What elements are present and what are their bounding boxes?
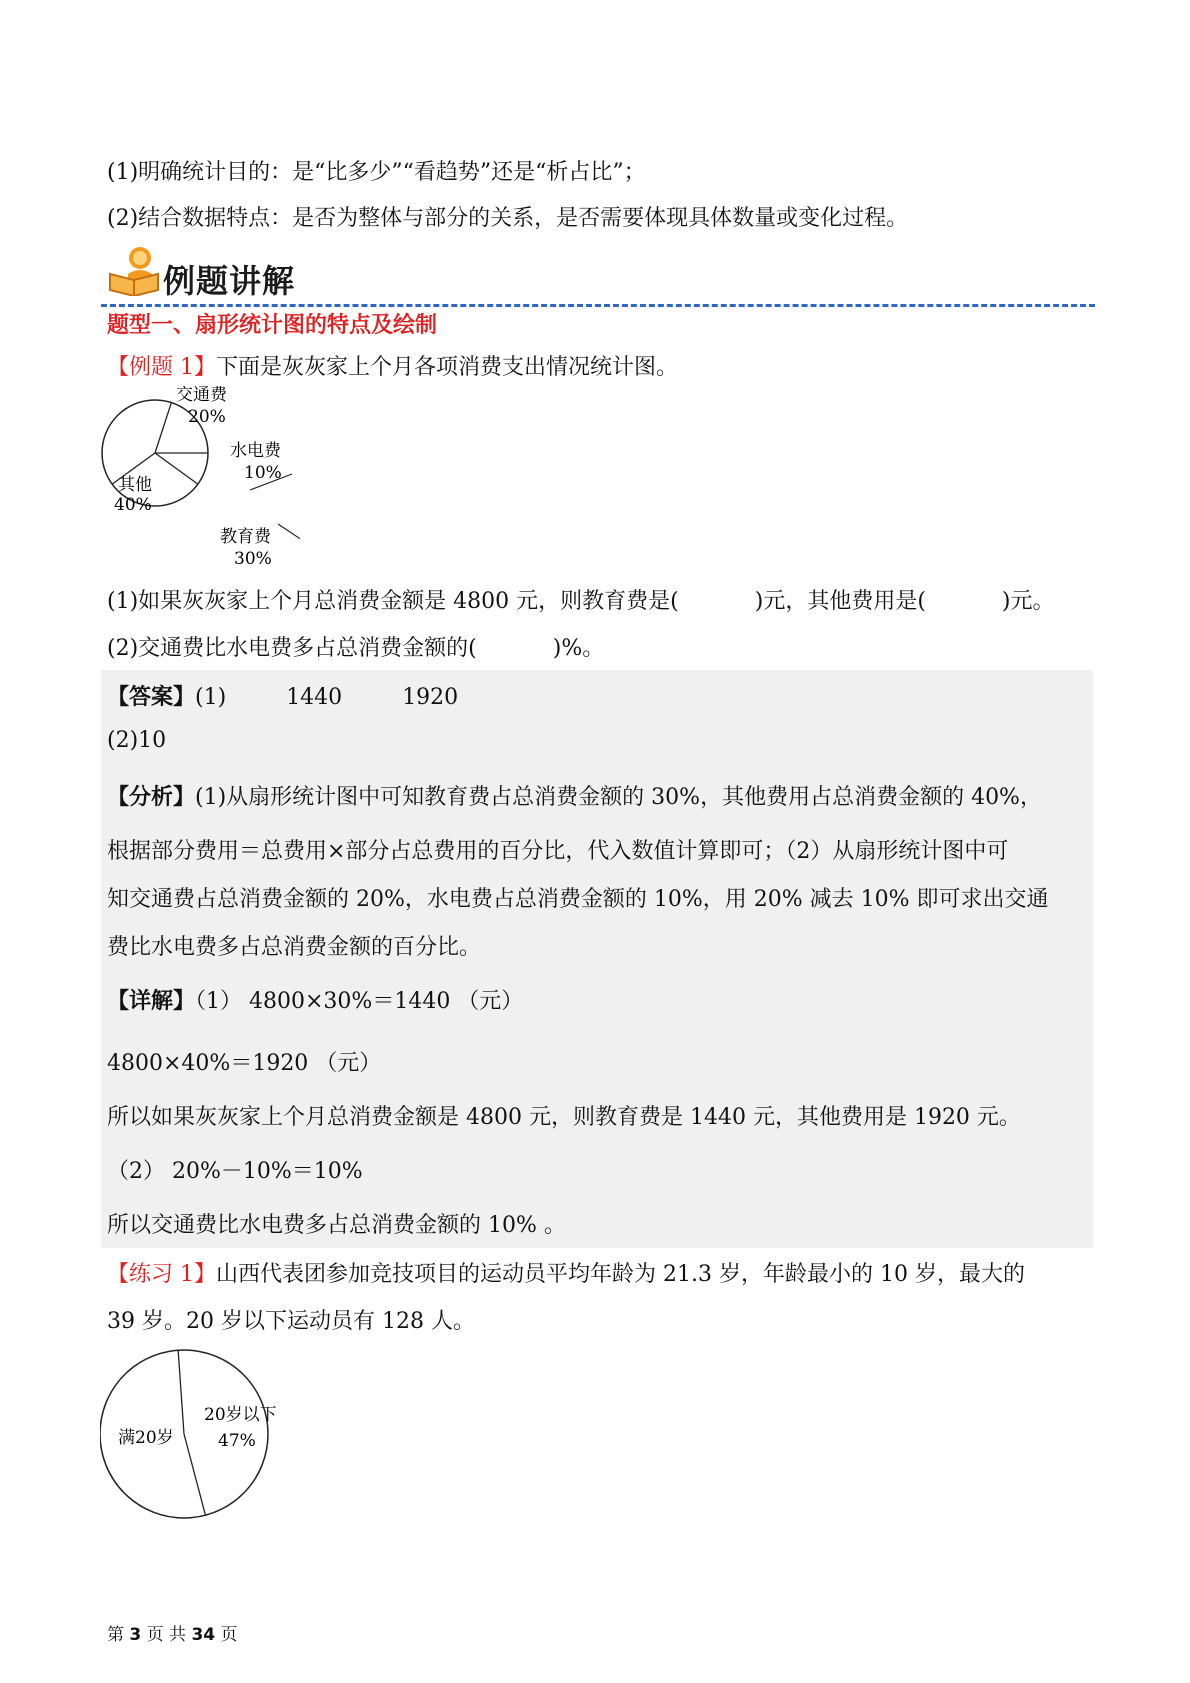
pie-1-slice-boundary-0 xyxy=(155,403,171,453)
pie-chart-expenses xyxy=(100,386,300,576)
pie-2-slice-boundary-1 xyxy=(184,1434,205,1515)
answer-1-value-2: 1920 xyxy=(402,685,459,710)
example-1-q1 xyxy=(107,584,1055,615)
detail-line-1 xyxy=(107,984,523,1015)
practice-1-line-2: 39 岁。20 岁以下运动员有 128 人。 xyxy=(107,1309,475,1334)
answer-line-2: (2)10 xyxy=(107,728,167,753)
practice-1-text-1: 山西代表团参加竞技项目的运动员平均年龄为 21.3 岁，年龄最小的 10 岁，最大的 xyxy=(216,1262,1025,1287)
answer-1-value-1: 1440 xyxy=(286,685,343,710)
pie-2-label-over-20: 满20岁 xyxy=(118,1428,174,1448)
footer-text-2: 页 共 xyxy=(146,1625,187,1645)
pie-2-label-under-20: 20岁以下 xyxy=(204,1405,277,1425)
q1-text-b: )元，其他费用是( xyxy=(754,589,926,614)
pie-2-slice-boundary-0 xyxy=(178,1350,184,1434)
analysis-line-1 xyxy=(107,780,1042,811)
example-1-tag: 【例题 1】 xyxy=(107,355,216,380)
pie-1-label-transport: 交通费 xyxy=(176,386,227,405)
detail-line-2: 4800×40%＝1920 （元） xyxy=(107,1051,382,1076)
detail-label: 【详解】 xyxy=(107,988,196,1014)
detail-line-3: 所以如果灰灰家上个月总消费金额是 4800 元，则教育费是 1440 元，其他费用是 1920 元。 xyxy=(107,1105,1021,1130)
intro-line-2: (2)结合数据特点：是否为整体与部分的关系，是否需要体现具体数量或变化过程。 xyxy=(107,206,909,231)
detail-line-5: 所以交通费比水电费多占总消费金额的 10% 。 xyxy=(107,1213,566,1238)
pie-1-leader-edu xyxy=(278,524,300,544)
pie-chart-athletes xyxy=(100,1340,300,1530)
pie-1-slice-boundary-2 xyxy=(155,453,198,484)
answer-1-prefix: (1) xyxy=(195,685,227,710)
pie-1-label-water: 水电费 xyxy=(230,441,281,461)
analysis-line-2: 根据部分费用＝总费用×部分占总费用的百分比，代入数值计算即可；（2）从扇形统计图中可 xyxy=(107,839,1009,864)
q2-text-b: )%。 xyxy=(552,636,605,661)
pie-1-value-transport: 20% xyxy=(188,407,226,427)
example-1-question xyxy=(107,350,678,381)
analysis-line-4: 费比水电费多占总消费金额的百分比。 xyxy=(107,935,482,960)
pie-1-value-edu: 30% xyxy=(234,549,272,569)
example-1-text: 下面是灰灰家上个月各项消费支出情况统计图。 xyxy=(216,355,679,380)
pie-1-value-water: 10% xyxy=(244,463,282,483)
practice-1-line-1 xyxy=(107,1257,1025,1288)
question-type-title: 题型一、扇形统计图的特点及绘制 xyxy=(107,313,438,338)
q2-text-a: (2)交通费比水电费多占总消费金额的( xyxy=(107,636,477,661)
q1-text-a: (1)如果灰灰家上个月总消费金额是 4800 元，则教育费是( xyxy=(107,589,679,614)
analysis-line-3: 知交通费占总消费金额的 20%，水电费占总消费金额的 10%，用 20% 减去 10% 即可求出交通 xyxy=(107,887,1049,912)
footer-text-3: 页 xyxy=(220,1625,238,1645)
pie-1-label-edu: 教育费 xyxy=(220,527,271,547)
answer-label: 【答案】 xyxy=(107,684,196,710)
detail-line-4: （2） 20%－10%＝10% xyxy=(107,1159,363,1184)
header-divider xyxy=(101,304,1095,307)
footer-page-number: 3 xyxy=(129,1625,142,1645)
analysis-label: 【分析】 xyxy=(107,784,196,810)
pie-2-value-under-20: 47% xyxy=(218,1431,256,1451)
intro-line-1: (1)明确统计目的：是“比多少”“看趋势”还是“析占比”； xyxy=(107,160,646,185)
q1-text-c: )元。 xyxy=(1001,589,1055,614)
example-1-q2 xyxy=(107,631,604,662)
answer-line-1 xyxy=(107,680,458,711)
footer-text-1: 第 xyxy=(107,1625,124,1645)
pie-1-value-other: 40% xyxy=(114,495,152,515)
reading-person-icon xyxy=(106,244,162,296)
page-footer xyxy=(107,1620,238,1645)
practice-1-tag: 【练习 1】 xyxy=(107,1262,216,1287)
pie-1-label-other: 其他 xyxy=(118,475,152,495)
section-header-title: 例题讲解 xyxy=(163,262,296,300)
footer-total-pages: 34 xyxy=(191,1625,216,1645)
analysis-text-1: (1)从扇形统计图中可知教育费占总消费金额的 30%，其他费用占总消费金额的 40%， xyxy=(195,785,1042,810)
detail-text-1: （1） 4800×30%＝1440 （元） xyxy=(195,989,524,1014)
